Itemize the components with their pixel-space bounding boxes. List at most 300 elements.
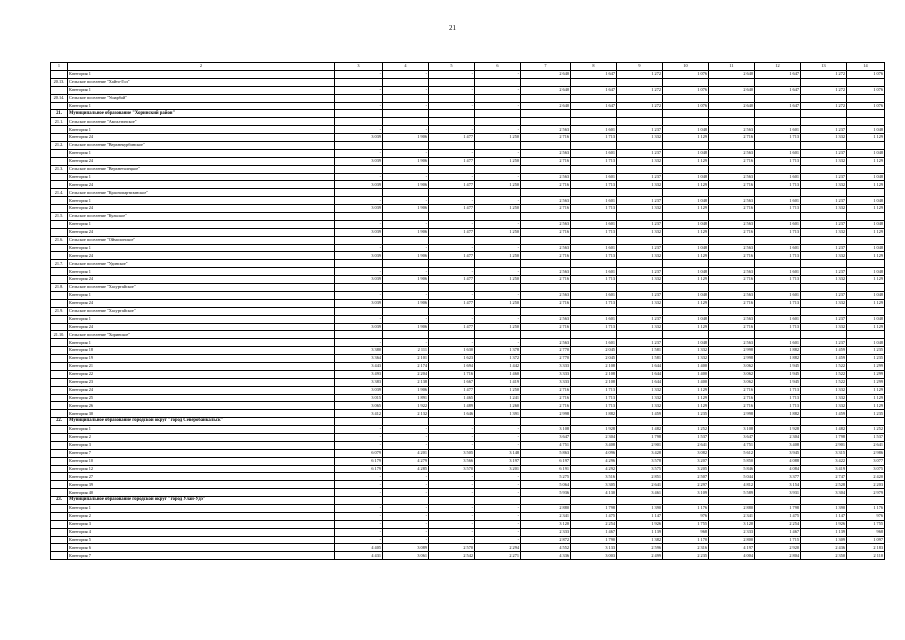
- row-name-cell: Категория 7: [68, 449, 335, 457]
- value-cell: 1 400: [663, 362, 709, 370]
- value-cell: -: [475, 102, 521, 110]
- value-cell: -: [335, 433, 383, 441]
- value-cell: 1 332: [801, 252, 847, 260]
- value-cell: 1 601: [571, 220, 617, 228]
- value-cell: 1 713: [755, 252, 801, 260]
- value-cell: 1 129: [847, 299, 885, 307]
- row-number-cell: [51, 71, 68, 79]
- table-row: [51, 378, 885, 386]
- value-cell: 1 048: [847, 197, 885, 205]
- value-cell: -: [429, 504, 475, 512]
- value-cell: 1 252: [663, 426, 709, 434]
- value-cell: 2 641: [617, 481, 663, 489]
- value-cell: [571, 260, 617, 268]
- value-cell: 1 601: [755, 315, 801, 323]
- value-cell: 1 237: [801, 197, 847, 205]
- value-cell: -: [429, 520, 475, 528]
- row-number-cell: [51, 426, 68, 434]
- row-name-cell: Категория 2: [68, 433, 335, 441]
- row-number-cell: [51, 102, 68, 110]
- value-cell: 1 250: [475, 276, 521, 284]
- row-number-cell: 22.: [51, 418, 68, 426]
- value-cell: 1 129: [663, 323, 709, 331]
- value-cell: [335, 497, 383, 505]
- value-cell: [571, 142, 617, 150]
- value-cell: 2 716: [709, 386, 755, 394]
- section-row: [51, 331, 885, 339]
- value-cell: 1 332: [617, 252, 663, 260]
- value-cell: 3 408: [571, 441, 617, 449]
- value-cell: -: [383, 315, 429, 323]
- value-cell: [335, 110, 383, 118]
- row-name-cell: Категория 1: [68, 268, 335, 276]
- value-cell: 2 716: [709, 299, 755, 307]
- value-cell: 2 998: [709, 347, 755, 355]
- value-cell: 2 986: [847, 449, 885, 457]
- row-name-cell: Сельское поселение "Хоринское": [68, 331, 335, 339]
- value-cell: 2 350: [801, 552, 847, 560]
- value-cell: [801, 497, 847, 505]
- value-cell: 1 459: [801, 355, 847, 363]
- value-cell: 1 129: [847, 252, 885, 260]
- column-header-row: [51, 63, 885, 71]
- value-cell: 1 713: [755, 394, 801, 402]
- value-cell: 1 713: [571, 276, 617, 284]
- value-cell: 1 601: [755, 339, 801, 347]
- value-cell: 3 408: [755, 441, 801, 449]
- table-row: [51, 149, 885, 157]
- value-cell: 1 477: [429, 386, 475, 394]
- value-cell: [383, 165, 429, 173]
- value-cell: 6 179: [335, 457, 383, 465]
- table-row: [51, 441, 885, 449]
- row-number-cell: [51, 378, 68, 386]
- value-cell: 2 901: [801, 441, 847, 449]
- value-cell: -: [429, 149, 475, 157]
- value-cell: 1 522: [801, 362, 847, 370]
- value-cell: 1 926: [801, 520, 847, 528]
- value-cell: -: [335, 504, 383, 512]
- section-row: [51, 165, 885, 173]
- row-name-cell: Категория 22: [68, 370, 335, 378]
- row-name-cell: Категория 39: [68, 481, 335, 489]
- value-cell: [383, 110, 429, 118]
- value-cell: 1 048: [663, 126, 709, 134]
- table-row: [51, 457, 885, 465]
- value-cell: [383, 284, 429, 292]
- value-cell: 3 333: [521, 362, 571, 370]
- section-row: [51, 189, 885, 197]
- value-cell: -: [475, 220, 521, 228]
- value-cell: 3 505: [429, 449, 475, 457]
- row-name-cell: Категория 30: [68, 410, 335, 418]
- value-cell: [475, 236, 521, 244]
- value-cell: 2 341: [709, 512, 755, 520]
- value-cell: 1 048: [663, 339, 709, 347]
- value-cell: 1 250: [475, 181, 521, 189]
- value-cell: 2 979: [847, 489, 885, 497]
- value-cell: -: [475, 481, 521, 489]
- value-cell: 4 292: [571, 465, 617, 473]
- value-cell: 2 998: [709, 410, 755, 418]
- row-number-cell: [51, 512, 68, 520]
- section-row: [51, 78, 885, 86]
- row-name-cell: Категория 24: [68, 276, 335, 284]
- value-cell: [755, 142, 801, 150]
- value-cell: 1 477: [429, 252, 475, 260]
- value-cell: 1 129: [663, 157, 709, 165]
- value-cell: [571, 165, 617, 173]
- value-cell: 2 640: [521, 86, 571, 94]
- value-cell: -: [475, 173, 521, 181]
- value-cell: 1 906: [383, 252, 429, 260]
- value-cell: [429, 418, 475, 426]
- value-cell: 4 552: [521, 544, 571, 552]
- value-cell: [847, 307, 885, 315]
- value-cell: 2 640: [521, 102, 571, 110]
- value-cell: [521, 189, 571, 197]
- value-cell: 1 477: [429, 157, 475, 165]
- table-row: [51, 370, 885, 378]
- row-name-cell: Категория 1: [68, 126, 335, 134]
- value-cell: 1 237: [617, 149, 663, 157]
- value-cell: 1 755: [663, 520, 709, 528]
- value-cell: 1 260: [475, 402, 521, 410]
- value-cell: 1 299: [847, 362, 885, 370]
- value-cell: 2 716: [709, 205, 755, 213]
- value-cell: -: [383, 71, 429, 79]
- value-cell: 1 332: [617, 228, 663, 236]
- value-cell: 1 713: [755, 157, 801, 165]
- value-cell: 3 205: [663, 465, 709, 473]
- value-cell: 3 062: [709, 378, 755, 386]
- value-cell: 1 272: [617, 102, 663, 110]
- row-number-cell: [51, 291, 68, 299]
- table-row: [51, 386, 885, 394]
- value-cell: [755, 78, 801, 86]
- value-cell: [571, 189, 617, 197]
- table-row: [51, 323, 885, 331]
- value-cell: [429, 213, 475, 221]
- row-number-cell: 21.1.: [51, 118, 68, 126]
- value-cell: [429, 165, 475, 173]
- value-cell: -: [475, 441, 521, 449]
- row-name-cell: Категория 24: [68, 181, 335, 189]
- value-cell: [663, 110, 709, 118]
- value-cell: 1 477: [429, 134, 475, 142]
- value-cell: [383, 94, 429, 102]
- value-cell: 2 254: [571, 520, 617, 528]
- value-cell: 3 197: [475, 457, 521, 465]
- row-number-cell: [51, 244, 68, 252]
- value-cell: 2 596: [617, 544, 663, 552]
- value-cell: [801, 213, 847, 221]
- row-name-cell: Категория 24: [68, 252, 335, 260]
- value-cell: 1 475: [571, 512, 617, 520]
- table-row: [51, 536, 885, 544]
- value-cell: 2 716: [521, 205, 571, 213]
- value-cell: [663, 418, 709, 426]
- value-cell: [335, 284, 383, 292]
- value-cell: [429, 94, 475, 102]
- value-cell: [383, 236, 429, 244]
- value-cell: 1 235: [847, 355, 885, 363]
- value-cell: 1 477: [429, 181, 475, 189]
- value-cell: 5 589: [709, 489, 755, 497]
- value-cell: [521, 94, 571, 102]
- value-cell: [383, 78, 429, 86]
- value-cell: 1 623: [429, 355, 475, 363]
- row-number-cell: [51, 347, 68, 355]
- value-cell: [617, 307, 663, 315]
- row-number-cell: 21.10.: [51, 331, 68, 339]
- table-row: [51, 449, 885, 457]
- value-cell: [709, 497, 755, 505]
- value-cell: 1 926: [617, 520, 663, 528]
- row-number-cell: [51, 157, 68, 165]
- value-cell: [663, 284, 709, 292]
- value-cell: [709, 142, 755, 150]
- value-cell: -: [429, 220, 475, 228]
- value-cell: 1 630: [429, 347, 475, 355]
- value-cell: 1 235: [663, 410, 709, 418]
- value-cell: 1 176: [847, 504, 885, 512]
- value-cell: 2 563: [709, 315, 755, 323]
- value-cell: [383, 418, 429, 426]
- value-cell: [801, 307, 847, 315]
- value-cell: [801, 165, 847, 173]
- value-cell: 2 563: [709, 268, 755, 276]
- value-cell: 3 039: [335, 299, 383, 307]
- value-cell: 2 563: [521, 291, 571, 299]
- value-cell: 2 920: [755, 544, 801, 552]
- value-cell: 4 336: [521, 552, 571, 560]
- value-cell: 1 097: [847, 536, 885, 544]
- value-cell: -: [383, 512, 429, 520]
- value-cell: [475, 118, 521, 126]
- column-header-8: 8: [571, 63, 617, 71]
- value-cell: 1 400: [663, 378, 709, 386]
- value-cell: 1 713: [571, 134, 617, 142]
- row-name-cell: Муниципальное образование городской округ "город Улан-Удэ": [68, 497, 335, 505]
- table-row: [51, 252, 885, 260]
- value-cell: [663, 236, 709, 244]
- value-cell: 2 804: [755, 552, 801, 560]
- value-cell: 1 601: [755, 291, 801, 299]
- value-cell: -: [429, 126, 475, 134]
- value-cell: 1 713: [571, 205, 617, 213]
- value-cell: [571, 118, 617, 126]
- value-cell: -: [383, 426, 429, 434]
- value-cell: 1 459: [801, 347, 847, 355]
- value-cell: 1 139: [617, 528, 663, 536]
- value-cell: 1 272: [617, 86, 663, 94]
- value-cell: 1 798: [755, 504, 801, 512]
- value-cell: 1 332: [617, 386, 663, 394]
- value-cell: -: [335, 473, 383, 481]
- value-cell: 1 928: [755, 426, 801, 434]
- value-cell: 1 170: [663, 536, 709, 544]
- value-cell: 1 906: [383, 228, 429, 236]
- value-cell: 1 129: [847, 323, 885, 331]
- value-cell: 1 391: [475, 410, 521, 418]
- section-row: [51, 284, 885, 292]
- value-cell: -: [335, 339, 383, 347]
- value-cell: 2 436: [801, 544, 847, 552]
- value-cell: 1 237: [801, 244, 847, 252]
- value-cell: 1 713: [571, 402, 617, 410]
- value-cell: -: [429, 473, 475, 481]
- value-cell: 1 906: [383, 205, 429, 213]
- row-name-cell: Муниципальное образование городской округ "город Северобайкальск": [68, 418, 335, 426]
- row-number-cell: [51, 370, 68, 378]
- row-number-cell: [51, 394, 68, 402]
- row-name-cell: Сельское поселение "Хасуртайское": [68, 284, 335, 292]
- value-cell: -: [475, 71, 521, 79]
- table-row: [51, 71, 885, 79]
- value-cell: [383, 307, 429, 315]
- row-name-cell: Категория 1: [68, 339, 335, 347]
- column-header-6: 6: [475, 63, 521, 71]
- value-cell: 1 147: [617, 512, 663, 520]
- value-cell: 1 537: [847, 433, 885, 441]
- value-cell: 1 129: [847, 228, 885, 236]
- value-cell: 2 880: [521, 504, 571, 512]
- value-cell: 1 129: [847, 134, 885, 142]
- value-cell: [709, 418, 755, 426]
- row-name-cell: Категория 26: [68, 402, 335, 410]
- value-cell: 2 851: [617, 473, 663, 481]
- value-cell: -: [429, 315, 475, 323]
- row-name-cell: Категория 27: [68, 473, 335, 481]
- value-cell: 2 203: [847, 481, 885, 489]
- value-cell: 3 422: [801, 457, 847, 465]
- value-cell: 1 332: [801, 157, 847, 165]
- value-cell: 2 872: [521, 536, 571, 544]
- value-cell: 1 332: [617, 134, 663, 142]
- value-cell: [617, 284, 663, 292]
- value-cell: [383, 497, 429, 505]
- value-cell: 3 377: [755, 473, 801, 481]
- value-cell: 2 716: [709, 228, 755, 236]
- value-cell: 1 332: [801, 181, 847, 189]
- value-cell: 2 641: [663, 441, 709, 449]
- value-cell: 1 048: [847, 244, 885, 252]
- row-name-cell: Категория 6: [68, 544, 335, 552]
- row-name-cell: Категория 3: [68, 520, 335, 528]
- value-cell: [521, 78, 571, 86]
- value-cell: 1 601: [755, 268, 801, 276]
- value-cell: [429, 307, 475, 315]
- value-cell: -: [475, 339, 521, 347]
- value-cell: [663, 331, 709, 339]
- value-cell: 2 111: [383, 347, 429, 355]
- value-cell: [755, 110, 801, 118]
- value-cell: [663, 94, 709, 102]
- value-cell: 2 640: [709, 102, 755, 110]
- row-number-cell: [51, 473, 68, 481]
- value-cell: 2 316: [663, 544, 709, 552]
- value-cell: 1 237: [617, 197, 663, 205]
- value-cell: [335, 142, 383, 150]
- value-cell: 1 477: [429, 299, 475, 307]
- value-cell: 4 201: [383, 449, 429, 457]
- value-cell: 2 174: [383, 362, 429, 370]
- value-cell: 3 333: [521, 378, 571, 386]
- value-cell: 1 798: [801, 433, 847, 441]
- value-cell: 1 713: [755, 134, 801, 142]
- value-cell: 3 647: [521, 433, 571, 441]
- value-cell: 1 048: [847, 149, 885, 157]
- value-cell: [571, 94, 617, 102]
- value-cell: 1 882: [571, 410, 617, 418]
- value-cell: 1 237: [617, 126, 663, 134]
- value-cell: 1 906: [383, 134, 429, 142]
- value-cell: -: [475, 528, 521, 536]
- value-cell: 1 176: [663, 504, 709, 512]
- row-name-cell: Категория 1: [68, 504, 335, 512]
- value-cell: [475, 189, 521, 197]
- value-cell: [847, 418, 885, 426]
- value-cell: 3 148: [475, 449, 521, 457]
- row-number-cell: [51, 504, 68, 512]
- value-cell: 2 716: [521, 386, 571, 394]
- value-cell: 1 390: [801, 504, 847, 512]
- value-cell: [847, 110, 885, 118]
- value-cell: 1 713: [571, 252, 617, 260]
- value-cell: 2 563: [521, 149, 571, 157]
- value-cell: -: [383, 339, 429, 347]
- value-cell: -: [335, 426, 383, 434]
- value-cell: [521, 213, 571, 221]
- value-cell: 1 129: [663, 181, 709, 189]
- column-header-13: 13: [801, 63, 847, 71]
- value-cell: [847, 236, 885, 244]
- value-cell: 2 563: [521, 126, 571, 134]
- value-cell: [755, 284, 801, 292]
- value-cell: 1 390: [617, 504, 663, 512]
- table-row: [51, 197, 885, 205]
- value-cell: [617, 497, 663, 505]
- value-cell: 1 048: [663, 315, 709, 323]
- value-cell: [383, 213, 429, 221]
- value-cell: 1 332: [801, 323, 847, 331]
- value-cell: 3 201: [475, 465, 521, 473]
- value-cell: [475, 94, 521, 102]
- value-cell: [429, 78, 475, 86]
- value-cell: [709, 165, 755, 173]
- value-cell: 3 062: [709, 362, 755, 370]
- value-cell: 1 798: [617, 433, 663, 441]
- table-row: [51, 433, 885, 441]
- value-cell: 6 191: [521, 465, 571, 473]
- row-name-cell: Категория 24: [68, 157, 335, 165]
- table-row: [51, 394, 885, 402]
- value-cell: [801, 118, 847, 126]
- value-cell: 1 048: [663, 197, 709, 205]
- page-number: 21: [449, 24, 456, 32]
- value-cell: 2 563: [521, 339, 571, 347]
- value-cell: 3 039: [335, 205, 383, 213]
- value-cell: [847, 260, 885, 268]
- value-cell: [663, 142, 709, 150]
- value-cell: -: [383, 504, 429, 512]
- value-cell: 2 297: [663, 481, 709, 489]
- value-cell: 1 237: [801, 149, 847, 157]
- value-cell: 1 882: [755, 347, 801, 355]
- value-cell: -: [429, 71, 475, 79]
- value-cell: [617, 331, 663, 339]
